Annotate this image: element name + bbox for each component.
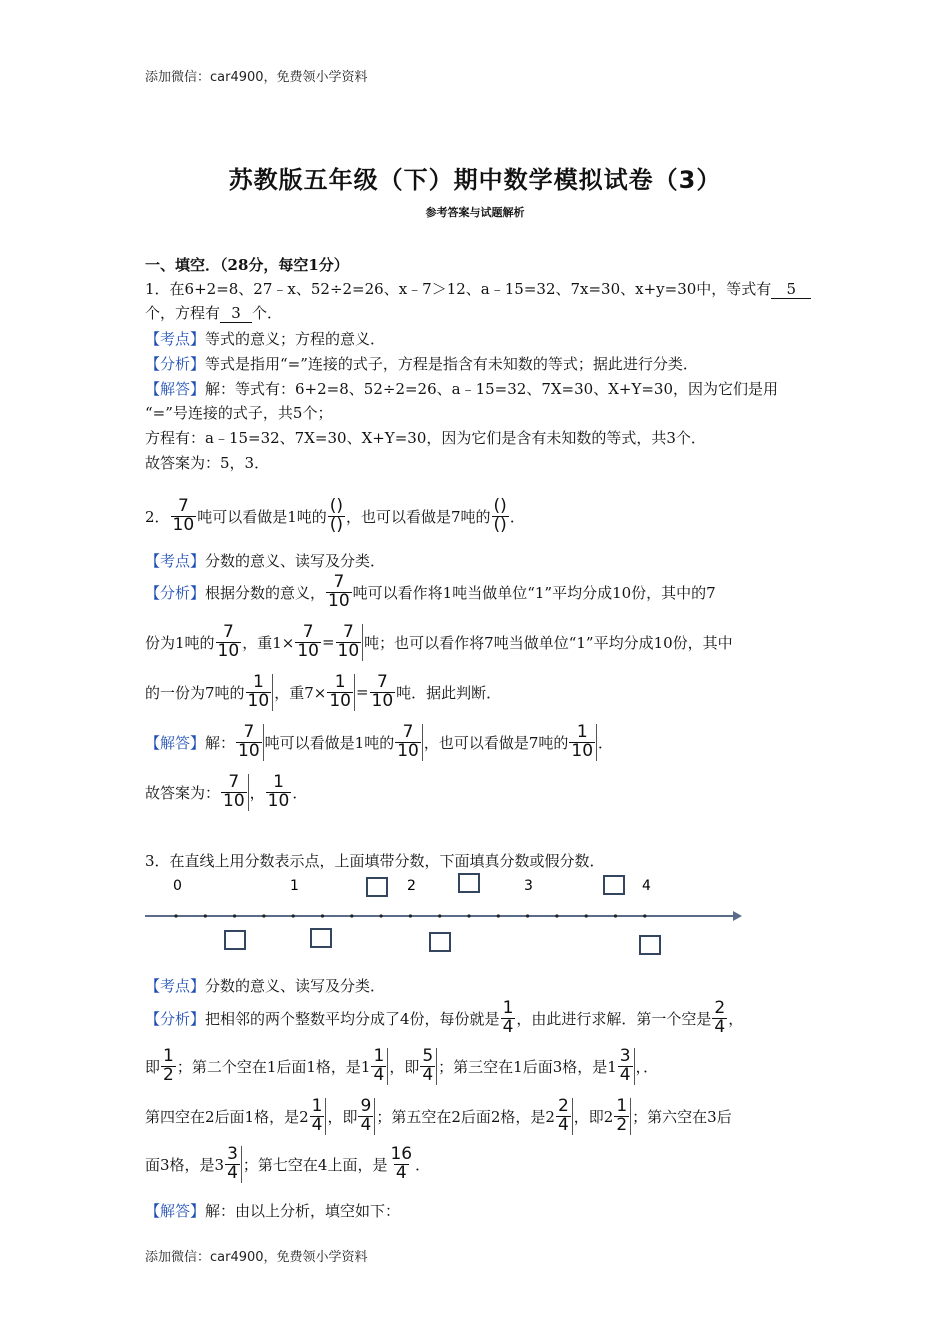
- section-heading: 一、填空．（28分，每空1分）: [145, 256, 349, 274]
- q1-blank-2: 3: [220, 305, 252, 323]
- fraction-blank: $\frac{()}{()}$: [329, 496, 343, 535]
- tick-dot: [380, 914, 383, 917]
- fraction: $\frac{1}{10}$: [267, 772, 290, 811]
- tick-dot: [467, 914, 470, 917]
- tick-dot: [555, 914, 558, 917]
- q3-fenxi-1: 【分析】 把相邻的两个整数平均分成了4份，每份就是 $\frac{1}{4}$ ，由此进行求解．第一个空是 $\frac{2}{4}$ ，: [145, 998, 744, 1037]
- q2-answer: 故答案为： $\frac{7}{10}$ ， $\frac{1}{10}$ ．: [145, 772, 308, 811]
- fraction: $\frac{1}{10}$: [327, 674, 355, 711]
- number-line-figure: [145, 870, 745, 960]
- fraction: $\frac{1}{10}$: [569, 724, 597, 761]
- tick-dot: [350, 914, 353, 917]
- fraction: $\frac{7}{10}$: [328, 572, 350, 611]
- fraction: $\frac{1}{4}$: [502, 998, 514, 1037]
- q3-kaodian: 【考点】分数的意义、读写及分类．: [145, 977, 386, 995]
- number-line-label: 1: [290, 878, 299, 894]
- tick-dot: [174, 914, 177, 917]
- number-line-label: 2: [407, 878, 416, 894]
- tick-dot: [497, 914, 500, 917]
- fraction: $\frac{2}{4}$: [556, 1098, 573, 1135]
- fraction: $\frac{9}{4}$: [358, 1098, 375, 1135]
- q3-stem: 3．在直线上用分数表示点，上面填带分数，下面填真分数或假分数．: [145, 852, 605, 870]
- fraction: $\frac{3}{4}$: [225, 1146, 242, 1183]
- fraction: $\frac{3}{4}$: [618, 1048, 635, 1085]
- fraction: $\frac{1}{4}$: [310, 1098, 327, 1135]
- fraction: $\frac{2}{4}$: [714, 998, 726, 1037]
- tick-dot: [233, 914, 236, 917]
- tick-dot: [438, 914, 441, 917]
- fraction: $\frac{16}{4}$: [390, 1144, 413, 1183]
- number-line-label: 3: [524, 878, 533, 894]
- fraction: $\frac{7}{10}$: [371, 672, 394, 711]
- fraction-blank: $\frac{()}{()}$: [493, 496, 507, 535]
- tick-dot: [526, 914, 529, 917]
- q2-fenxi-1: 【分析】 根据分数的意义， $\frac{7}{10}$ 吨可以看作将1吨当做单位“1”平均分成10份，其中的7: [145, 572, 716, 611]
- fraction: $\frac{1}{2}$: [614, 1098, 631, 1135]
- q2-jieda: 【解答】 解： $\frac{7}{10}$ 吨可以看做是1吨的 $\frac{7}{10}$ ，也可以看做是7吨的 $\frac{1}{10}$ ．: [145, 722, 614, 761]
- fraction: $\frac{1}{4}$: [371, 1048, 388, 1085]
- q3-fenxi-2: 即 $\frac{1}{2}$ ；第二个空在1后面1格，是1 $\frac{1}{4}$ ，即 $\frac{5}{4}$ ；第三空在1后面3格，是1 $\frac{3}{4}$ ，．: [145, 1046, 659, 1085]
- q1-jieda-3: 方程有：a﹣15=32、7X=30、X+Y=30，因为它们是含有未知数的等式，共3个．: [145, 429, 706, 447]
- q1-jieda-2: “=”号连接的式子，共5个；: [145, 404, 333, 422]
- q2-fenxi-2: 份为1吨的 $\frac{7}{10}$ ，重1× $\frac{7}{10}$ = $\frac{7}{10}$ 吨；也可以看作将7吨当做单位“1”平均分成10份，其中: [145, 622, 733, 661]
- tick-dot: [204, 914, 207, 917]
- page-subtitle: 参考答案与试题解析: [425, 206, 525, 219]
- q1-line1: 1．在6+2=8、27﹣x、52÷2=26、x﹣7＞12、a﹣15=32、7x=30、x+y=30中，等式有 5: [145, 278, 811, 299]
- page-footer: 添加微信：car4900，免费领小学资料: [145, 1250, 368, 1265]
- fraction: $\frac{7}{10}$: [236, 724, 264, 761]
- fraction: $\frac{5}{4}$: [420, 1048, 437, 1085]
- q3-jieda: 【解答】解：由以上分析，填空如下：: [145, 1202, 401, 1220]
- fraction: $\frac{7}{10}$: [172, 496, 195, 535]
- tick-dot: [321, 914, 324, 917]
- q2-fenxi-3: 的一份为7吨的 $\frac{1}{10}$ ，重7× $\frac{1}{10}$ = $\frac{7}{10}$ 吨．据此判断．: [145, 672, 502, 711]
- q1-fenxi: 【分析】等式是指用“=”连接的式子，方程是指含有未知数的等式；据此进行分类．: [145, 355, 698, 373]
- tick-dot: [585, 914, 588, 917]
- q1-jieda-1: 【解答】解：等式有：6+2=8、52÷2=26、a﹣15=32、7X=30、X+Y=30，因为它们是用: [145, 380, 779, 398]
- q1-blank-1: 5: [771, 281, 811, 299]
- page-title: 苏教版五年级（下）期中数学模拟试卷（3）: [228, 166, 722, 194]
- fraction: $\frac{7}{10}$: [336, 624, 364, 661]
- q3-fenxi-4: 面3格，是3 $\frac{3}{4}$ ；第七空在4上面，是 $\frac{16}{4}$ ．: [145, 1144, 431, 1183]
- q1-kaodian: 【考点】等式的意义；方程的意义．: [145, 330, 386, 348]
- tick-dot: [262, 914, 265, 917]
- tick-dot: [614, 914, 617, 917]
- fraction: $\frac{1}{2}$: [163, 1046, 174, 1085]
- q2-stem: 2． $\frac{7}{10}$ 吨可以看做是1吨的 $\frac{()}{()}$ ，也可以看做是7吨的 $\frac{()}{()}$ ．: [145, 496, 525, 535]
- fraction: $\frac{7}{10}$: [395, 724, 423, 761]
- fraction: $\frac{7}{10}$: [297, 622, 319, 661]
- q3-fenxi-3: 第四空在2后面1格，是2 $\frac{1}{4}$ ，即 $\frac{9}{4}$ ；第五空在2后面2格，是2 $\frac{2}{4}$ ，即2 $\frac{1}{2}$ ；第六空在3后: [145, 1096, 732, 1135]
- number-line-label: 0: [173, 878, 182, 894]
- page-header: 添加微信：car4900，免费领小学资料: [145, 70, 368, 85]
- q1-answer: 故答案为：5，3．: [145, 454, 270, 472]
- fraction: $\frac{7}{10}$: [217, 622, 240, 661]
- tick-dot: [643, 914, 646, 917]
- fraction: $\frac{1}{10}$: [246, 674, 274, 711]
- tick-dot: [292, 914, 295, 917]
- fraction: $\frac{7}{10}$: [221, 774, 249, 811]
- q1-line2: 个，方程有 3 个．: [145, 304, 283, 322]
- tick-dot: [409, 914, 412, 917]
- q2-kaodian: 【考点】分数的意义、读写及分类．: [145, 552, 386, 570]
- number-line-label: 4: [642, 878, 651, 894]
